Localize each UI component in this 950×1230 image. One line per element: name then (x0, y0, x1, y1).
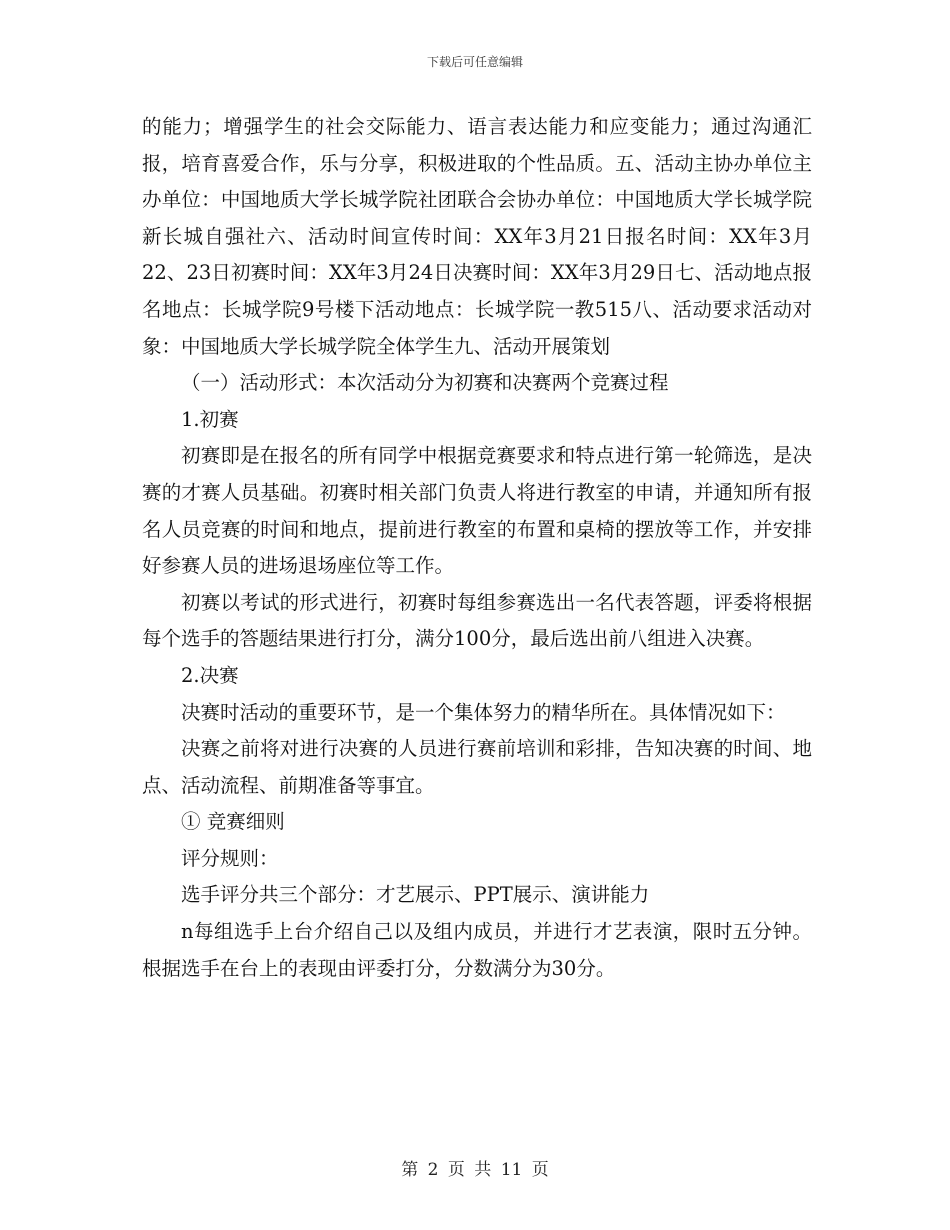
paragraph-continuation: 的能力；增强学生的社会交际能力、语言表达能力和应变能力；通过沟通汇报，培育喜爱合作，乐与分享，积极进取的个性品质。五、活动主协办单位主办单位：中国地质大学长城学院社团联合会协办单位：中国地质大学长城学院新长城自强社六、活动时间宣传时间：XX年3月21日报名时间：XX年3月22、23日初赛时间：XX年3月24日决赛时间：XX年3月29日七、活动地点报名地点：长城学院9号楼下活动地点：长城学院一教515八、活动要求活动对象：中国地质大学长城学院全体学生九、活动开展策划 (142, 115, 812, 358)
page-number: 第 2 页 共 11 页 (401, 1160, 549, 1180)
label-scoring-rules: 评分规则： (181, 846, 279, 870)
subheading-final: 2.决赛 (181, 663, 239, 687)
paragraph-final-intro: 决赛时活动的重要环节，是一个集体努力的精华所在。具体情况如下： (181, 700, 786, 724)
page-header: 下载后可任意编辑 (426, 55, 523, 69)
paragraph-final-training: 决赛之前将对进行决赛的人员进行赛前培训和彩排，告知决赛的时间、地点、活动流程、前期准备等事宜。 (142, 737, 812, 797)
document-body (142, 109, 812, 987)
paragraph-scoring-parts: 选手评分共三个部分：才艺展示、PPT展示、演讲能力 (181, 883, 650, 907)
subheading-competition-rules: ① 竞赛细则 (181, 810, 285, 834)
section-heading-activity-format: （一）活动形式：本次活动分为初赛和决赛两个竞赛过程 (181, 371, 669, 395)
paragraph-talent-show: n每组选手上台介绍自己以及组内成员，并进行才艺表演，限时五分钟。根据选手在台上的表现由评委打分，分数满分为30分。 (142, 920, 812, 980)
subheading-preliminary: 1.初赛 (181, 407, 239, 431)
paragraph-preliminary-description: 初赛即是在报名的所有同学中根据竞赛要求和特点进行第一轮筛选，是决赛的才赛人员基础。初赛时相关部门负责人将进行教室的申请，并通知所有报名人员竞赛的时间和地点，提前进行教室的布置和桌椅的摆放等工作，并安排好参赛人员的进场退场座位等工作。 (142, 444, 812, 578)
paragraph-preliminary-scoring: 初赛以考试的形式进行，初赛时每组参赛选出一名代表答题，评委将根据每个选手的答题结果进行打分，满分100分，最后选出前八组进入决赛。 (142, 590, 812, 651)
